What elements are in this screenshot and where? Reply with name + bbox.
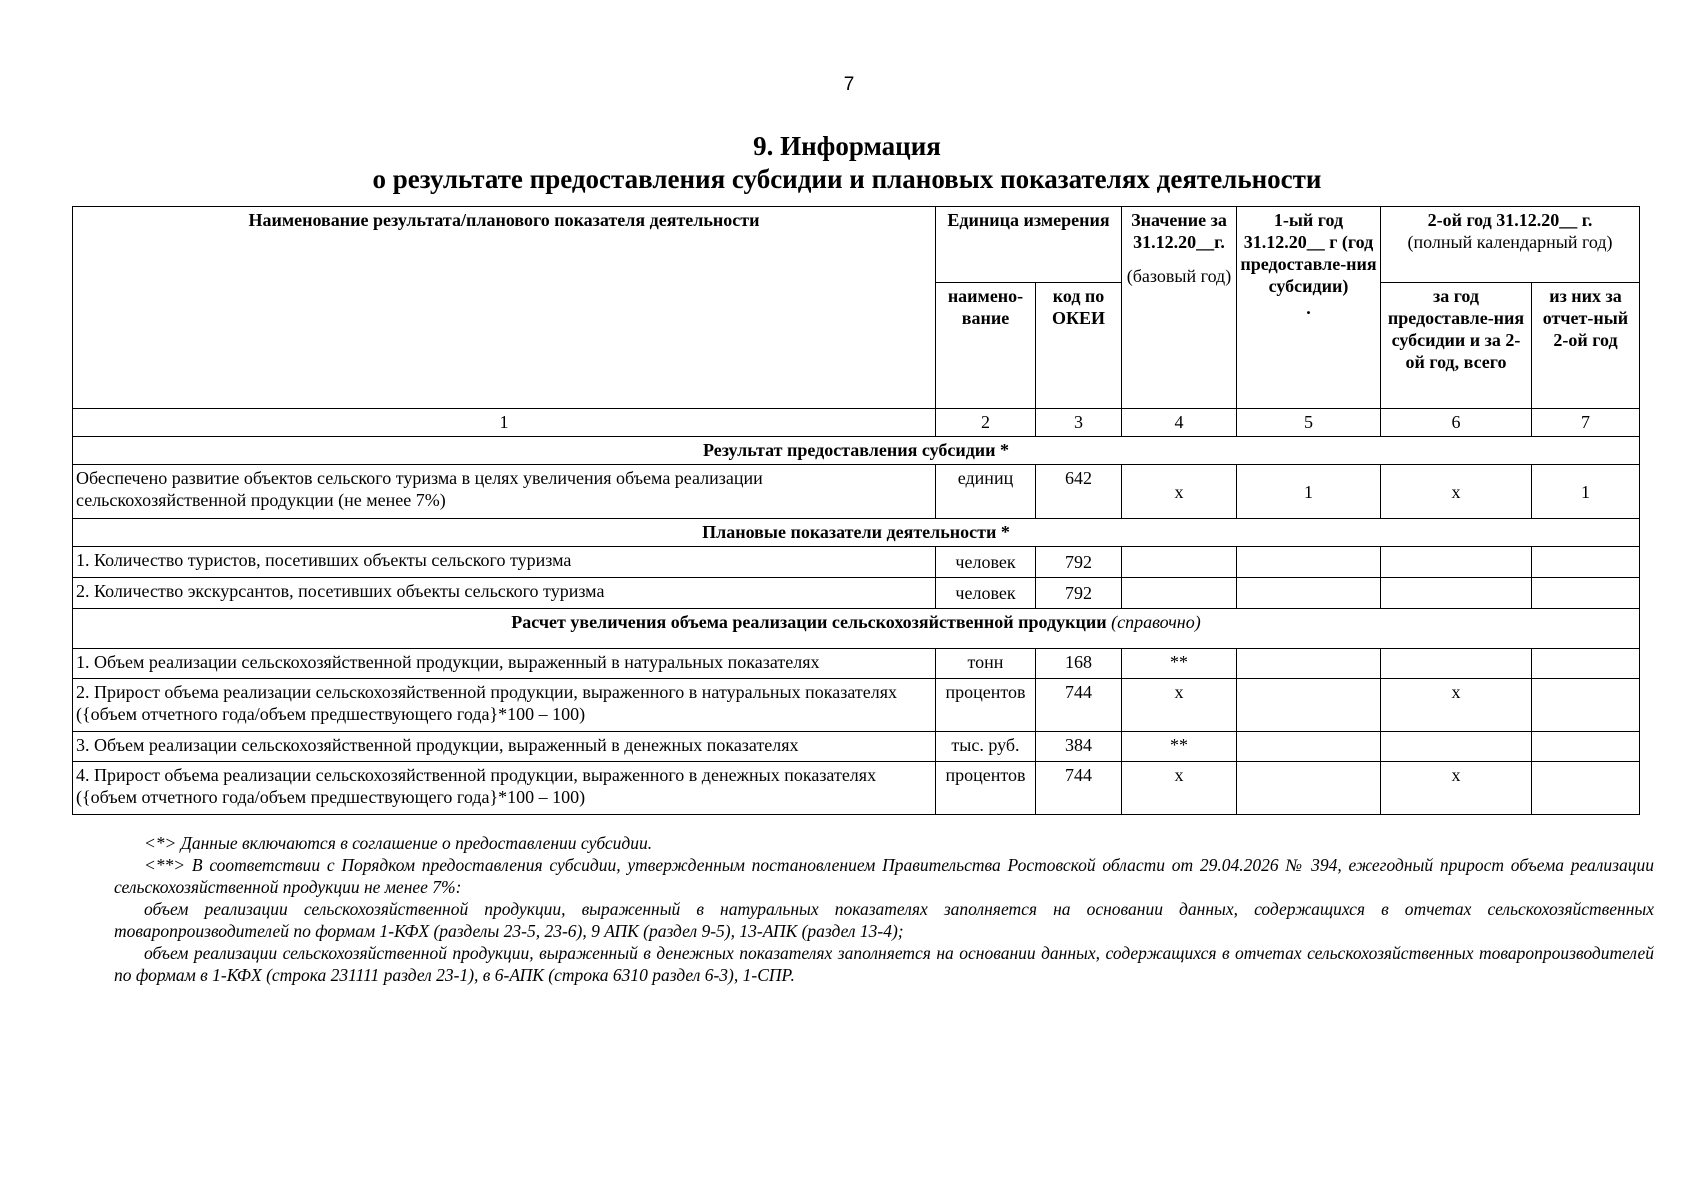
calc-unit: тыс. руб. xyxy=(936,732,1036,762)
plan-code: 792 xyxy=(1036,547,1122,578)
empty-cell xyxy=(1237,547,1381,578)
empty-cell xyxy=(1122,547,1237,578)
table-row xyxy=(73,732,1640,762)
empty-cell xyxy=(1381,547,1532,578)
header-year2-total: за год предоставле-ния субсидии и за 2-ой год, всего xyxy=(1381,283,1532,409)
calc-name: 1. Объем реализации сельскохозяйственной продукции, выраженный в натуральных показателях xyxy=(73,649,936,679)
calc-unit: тонн xyxy=(936,649,1036,679)
section-calc-title: Расчет увеличения объема реализации сельскохозяйственной продукции xyxy=(511,612,1107,632)
result-year2-total: х xyxy=(1381,465,1532,519)
footnote: объем реализации сельскохозяйственной продукции, выраженный в денежных показателях заполняется на основании данных, содержащихся в отчетах сельскохозяйственных товаропроизводителей по формам в 1-КФХ (строка 231111 раздел 23-1), в 6-АПК (строка 6310 раздел 6-3), 1-СПР. xyxy=(114,943,1654,985)
header-year1-title: 1-ый год 31.12.20__ г (год предоставле-ния субсидии) xyxy=(1240,210,1377,296)
header-year2-of-which: из них за отчет-ный 2-ой год xyxy=(1532,283,1640,409)
empty-cell xyxy=(1381,578,1532,609)
calc-unit: процентов xyxy=(936,762,1036,815)
header-year1 xyxy=(1237,207,1381,409)
calc-year2-total xyxy=(1381,649,1532,679)
column-number: 7 xyxy=(1532,409,1640,437)
header-base-value xyxy=(1122,207,1237,409)
empty-cell xyxy=(1532,578,1640,609)
footnote: <*> Данные включаются в соглашение о предоставлении субсидии. xyxy=(144,833,653,853)
column-number: 2 xyxy=(936,409,1036,437)
header-unit-name: наимено-вание xyxy=(936,283,1036,409)
footnotes xyxy=(114,832,1654,986)
header-name: Наименование результата/планового показателя деятельности xyxy=(73,207,936,409)
footnote: объем реализации сельскохозяйственной продукции, выраженный в натуральных показателях заполняется на основании данных, содержащихся в отчетах сельскохозяйственных товаропроизводителей по формам 1-КФХ (разделы 23-5, 23-6), 9 АПК (раздел 9-5), 13-АПК (раздел 13-4); xyxy=(114,899,1654,941)
calc-base-value: ** xyxy=(1122,649,1237,679)
result-base-value: х xyxy=(1122,465,1237,519)
result-year2-of-which: 1 xyxy=(1532,465,1640,519)
title-line-1: 9. Информация xyxy=(753,131,941,161)
table-row xyxy=(73,762,1640,815)
table-row xyxy=(73,578,1640,609)
column-number: 5 xyxy=(1237,409,1381,437)
header-unit-group: Единица измерения xyxy=(936,207,1122,283)
calc-code: 744 xyxy=(1036,762,1122,815)
table-row xyxy=(73,649,1640,679)
page-number: 7 xyxy=(843,74,855,95)
calc-code: 744 xyxy=(1036,679,1122,732)
page-title xyxy=(72,130,1622,196)
section-result: Результат предоставления субсидии * xyxy=(73,437,1640,465)
calc-code: 384 xyxy=(1036,732,1122,762)
empty-cell xyxy=(1237,732,1381,762)
column-number: 1 xyxy=(73,409,936,437)
column-number: 3 xyxy=(1036,409,1122,437)
empty-cell xyxy=(1532,762,1640,815)
table-row xyxy=(73,547,1640,578)
header-unit-code: код по ОКЕИ xyxy=(1036,283,1122,409)
empty-cell xyxy=(1237,679,1381,732)
table-row xyxy=(73,679,1640,732)
title-line-2: о результате предоставления субсидии и плановых показателях деятельности xyxy=(372,164,1322,194)
empty-cell xyxy=(1237,649,1381,679)
column-number: 6 xyxy=(1381,409,1532,437)
result-unit: единиц xyxy=(936,465,1036,519)
calc-base-value: х xyxy=(1122,679,1237,732)
result-name: Обеспечено развитие объектов сельского туризма в целях увеличения объема реализации сельскохозяйственной продукции (не менее 7%) xyxy=(73,465,936,519)
header-year2-note: (полный календарный год) xyxy=(1407,232,1613,252)
table-row xyxy=(73,465,1640,519)
empty-cell xyxy=(1532,547,1640,578)
empty-cell xyxy=(1532,649,1640,679)
header-year1-dot: . xyxy=(1306,298,1311,318)
column-number: 4 xyxy=(1122,409,1237,437)
calc-code: 168 xyxy=(1036,649,1122,679)
calc-name: 4. Прирост объема реализации сельскохозяйственной продукции, выраженного в денежных показателях ({объем отчетного года/объем предшествующего года}*100 – 100) xyxy=(73,762,936,815)
header-base-value-note: (базовый год) xyxy=(1126,266,1232,286)
section-calc xyxy=(73,609,1640,649)
section-calc-note: (справочно) xyxy=(1111,612,1201,632)
plan-unit: человек xyxy=(936,547,1036,578)
header-year2-title: 2-ой год 31.12.20__ г. xyxy=(1427,210,1593,230)
calc-year2-total: х xyxy=(1381,762,1532,815)
calc-base-value: х xyxy=(1122,762,1237,815)
empty-cell xyxy=(1532,679,1640,732)
empty-cell xyxy=(1237,578,1381,609)
header-base-value-title: Значение за 31.12.20__г. xyxy=(1131,210,1227,252)
calc-year2-total xyxy=(1381,732,1532,762)
calc-base-value: ** xyxy=(1122,732,1237,762)
empty-cell xyxy=(1122,578,1237,609)
result-code: 642 xyxy=(1036,465,1122,519)
column-numbers-row xyxy=(73,409,1640,437)
empty-cell xyxy=(1532,732,1640,762)
calc-unit: процентов xyxy=(936,679,1036,732)
header-year2 xyxy=(1381,207,1640,283)
calc-name: 2. Прирост объема реализации сельскохозяйственной продукции, выраженного в натуральных показателях ({объем отчетного года/объем предшествующего года}*100 – 100) xyxy=(73,679,936,732)
calc-name: 3. Объем реализации сельскохозяйственной продукции, выраженный в денежных показателях xyxy=(73,732,936,762)
indicators-table xyxy=(72,206,1640,815)
calc-year2-total: х xyxy=(1381,679,1532,732)
empty-cell xyxy=(1237,762,1381,815)
result-year1: 1 xyxy=(1237,465,1381,519)
plan-code: 792 xyxy=(1036,578,1122,609)
plan-unit: человек xyxy=(936,578,1036,609)
footnote: <**> В соответствии с Порядком предоставления субсидии, утвержденным постановлением Правительства Ростовской области от 29.04.2026 № 394, ежегодный прирост объема реализации сельскохозяйственной продукции не менее 7%: xyxy=(114,855,1654,897)
plan-name: 2. Количество экскурсантов, посетивших объекты сельского туризма xyxy=(73,578,936,609)
section-plan: Плановые показатели деятельности * xyxy=(73,519,1640,547)
plan-name: 1. Количество туристов, посетивших объекты сельского туризма xyxy=(73,547,936,578)
